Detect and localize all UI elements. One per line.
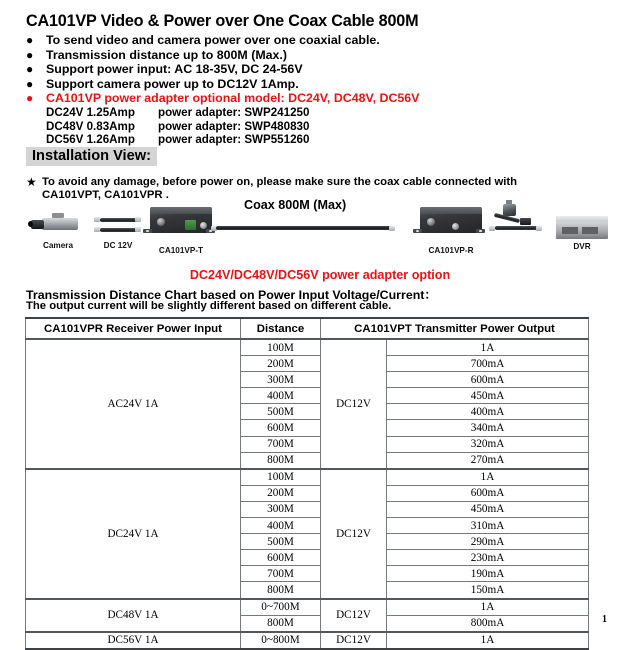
- cell-distance: 400M: [241, 388, 321, 404]
- cell-output-current: 150mA: [387, 582, 589, 599]
- cell-power-input: AC24V 1A: [26, 339, 241, 469]
- warning-line-1: To avoid any damage, before power on, please make sure the coax cable connected with: [42, 176, 518, 188]
- cell-distance: 0~700M: [241, 599, 321, 616]
- cell-output-current: 450mA: [387, 501, 589, 517]
- cell-output-current: 270mA: [387, 452, 589, 469]
- cell-distance: 0~800M: [241, 632, 321, 649]
- cell-distance: 100M: [241, 339, 321, 356]
- transmitter-top-panel: [150, 207, 212, 214]
- cell-output-current: 600mA: [387, 485, 589, 501]
- coax-cable: [216, 226, 392, 230]
- chart-subcaption: The output current will be slightly different based on different cable.: [26, 300, 392, 312]
- feature-item: [26, 77, 606, 92]
- table-row: [26, 632, 589, 649]
- adapter-option-row: [26, 133, 606, 147]
- adapter-model: DC56V 1.26Amp: [46, 133, 135, 147]
- cable-connector: [135, 217, 141, 222]
- feature-text: Support power input: AC 18-35V, DC 24-56V: [46, 62, 303, 77]
- power-adapter-plug: [520, 218, 531, 225]
- cell-output-current: 1A: [387, 339, 589, 356]
- receiver-mount-ear: [476, 229, 485, 233]
- receiver-bnc-connector: [452, 223, 459, 230]
- transmitter-knob: [157, 218, 165, 226]
- cell-output-voltage: DC12V: [321, 339, 387, 469]
- cable-segment: [100, 228, 138, 232]
- cell-distance: 600M: [241, 420, 321, 436]
- cell-output-voltage: DC12V: [321, 632, 387, 649]
- cell-output-current: 310mA: [387, 518, 589, 534]
- feature-item: [26, 33, 606, 48]
- transmitter-bnc-connector: [200, 222, 207, 229]
- cell-output-current: 1A: [387, 632, 589, 649]
- cell-distance: 200M: [241, 356, 321, 372]
- feature-list: [26, 33, 606, 147]
- cell-distance: 700M: [241, 436, 321, 452]
- cell-output-current: 450mA: [387, 388, 589, 404]
- camera-body: [42, 218, 78, 230]
- cell-distance: 300M: [241, 372, 321, 388]
- coax-label: Coax 800M (Max): [244, 198, 347, 212]
- cell-output-current: 400mA: [387, 404, 589, 420]
- bullet-icon: ●: [26, 33, 34, 47]
- cell-output-current: 190mA: [387, 566, 589, 582]
- table-row: [26, 599, 589, 616]
- adapter-part-number: power adapter: SWP551260: [158, 133, 310, 147]
- cell-distance: 800M: [241, 615, 321, 632]
- feature-item: [26, 62, 606, 77]
- cell-power-input: DC48V 1A: [26, 599, 241, 632]
- bullet-icon: ●: [26, 76, 34, 91]
- page-title: CA101VP Video & Power over One Coax Cable 800M: [26, 12, 419, 30]
- chart-caption: Transmission Distance Chart based on Power Input Voltage/Current：: [26, 288, 437, 302]
- cable-connector: [135, 227, 141, 232]
- header-transmitter-power-output: CA101VPT Transmitter Power Output: [321, 318, 589, 339]
- feature-text: CA101VP power adapter optional model: DC24V, DC48V, DC56V: [46, 91, 420, 106]
- feature-text: To send video and camera power over one coaxial cable.: [46, 33, 380, 47]
- warning-line-2: CA101VPT, CA101VPR .: [42, 189, 169, 201]
- cell-output-voltage: DC12V: [321, 599, 387, 632]
- adapter-model: DC48V 0.83Amp: [46, 119, 135, 133]
- cell-output-current: 1A: [387, 599, 589, 616]
- table-header-row: [26, 318, 589, 339]
- cell-output-current: 290mA: [387, 534, 589, 550]
- cell-distance: 600M: [241, 550, 321, 566]
- table-row: [26, 469, 589, 486]
- cell-output-current: 800mA: [387, 615, 589, 632]
- bullet-icon: ●: [26, 91, 34, 106]
- cell-distance: 500M: [241, 534, 321, 550]
- table-body: [26, 339, 589, 649]
- cell-output-current: 230mA: [387, 550, 589, 566]
- coax-connector: [389, 226, 395, 231]
- adapter-model: DC24V 1.25Amp: [46, 105, 135, 119]
- cable-segment: [100, 218, 138, 222]
- cell-output-current: 320mA: [387, 436, 589, 452]
- receiver-label: CA101VP-R: [428, 246, 474, 255]
- cell-distance: 700M: [241, 566, 321, 582]
- cell-distance: 100M: [241, 469, 321, 486]
- header-receiver-power-input: CA101VPR Receiver Power Input: [26, 318, 241, 339]
- dvr-drive-slot: [562, 227, 578, 234]
- cable-segment: [495, 226, 539, 230]
- dc12v-label: DC 12V: [103, 241, 133, 250]
- header-distance: Distance: [241, 318, 321, 339]
- cell-distance: 800M: [241, 582, 321, 599]
- receiver-knob: [427, 218, 435, 226]
- receiver-top-panel: [420, 207, 482, 214]
- receiver-mount-ear: [413, 229, 422, 233]
- section-heading-installation-view: Installation View:: [26, 147, 157, 166]
- bullet-icon: ●: [26, 47, 34, 62]
- bullet-icon: ●: [26, 62, 34, 77]
- dvr-drive-slot: [582, 227, 598, 234]
- transmitter-label: CA101VP-T: [158, 246, 204, 255]
- installation-diagram: [0, 196, 640, 266]
- cell-distance: 500M: [241, 404, 321, 420]
- adapter-part-number: power adapter: SWP241250: [158, 105, 310, 119]
- cell-output-current: 700mA: [387, 356, 589, 372]
- adapter-part-number: power adapter: SWP480830: [158, 119, 310, 133]
- cell-power-input: DC24V 1A: [26, 469, 241, 599]
- feature-text: Support camera power up to DC12V 1Amp.: [46, 76, 299, 91]
- feature-text: Transmission distance up to 800M (Max.): [46, 47, 287, 62]
- cell-output-current: 340mA: [387, 420, 589, 436]
- camera-mount: [52, 213, 64, 218]
- table-row: [26, 339, 589, 356]
- cell-power-input: DC56V 1A: [26, 632, 241, 649]
- dvr-label: DVR: [573, 242, 591, 251]
- adapter-option-row: [26, 106, 606, 120]
- adapter-option-row: [26, 120, 606, 134]
- transmitter-mount-ear: [143, 229, 152, 233]
- power-adapter-body: [503, 204, 516, 216]
- cell-distance: 800M: [241, 452, 321, 469]
- cell-distance: 300M: [241, 501, 321, 517]
- feature-item-highlighted: [26, 91, 606, 106]
- camera-lens-front: [28, 221, 33, 227]
- feature-item: [26, 48, 606, 63]
- transmitter-terminal-block: [185, 220, 196, 230]
- cell-distance: 400M: [241, 518, 321, 534]
- cell-output-voltage: DC12V: [321, 469, 387, 599]
- cell-output-current: 1A: [387, 469, 589, 486]
- transmission-distance-table: [25, 317, 589, 650]
- cell-distance: 200M: [241, 485, 321, 501]
- star-icon: ★: [26, 175, 37, 189]
- cable-connector: [536, 226, 542, 231]
- page-number: 1: [602, 614, 607, 625]
- adapter-option-heading: DC24V/DC48V/DC56V power adapter option: [189, 268, 451, 282]
- camera-label: Camera: [42, 241, 74, 250]
- cell-output-current: 600mA: [387, 372, 589, 388]
